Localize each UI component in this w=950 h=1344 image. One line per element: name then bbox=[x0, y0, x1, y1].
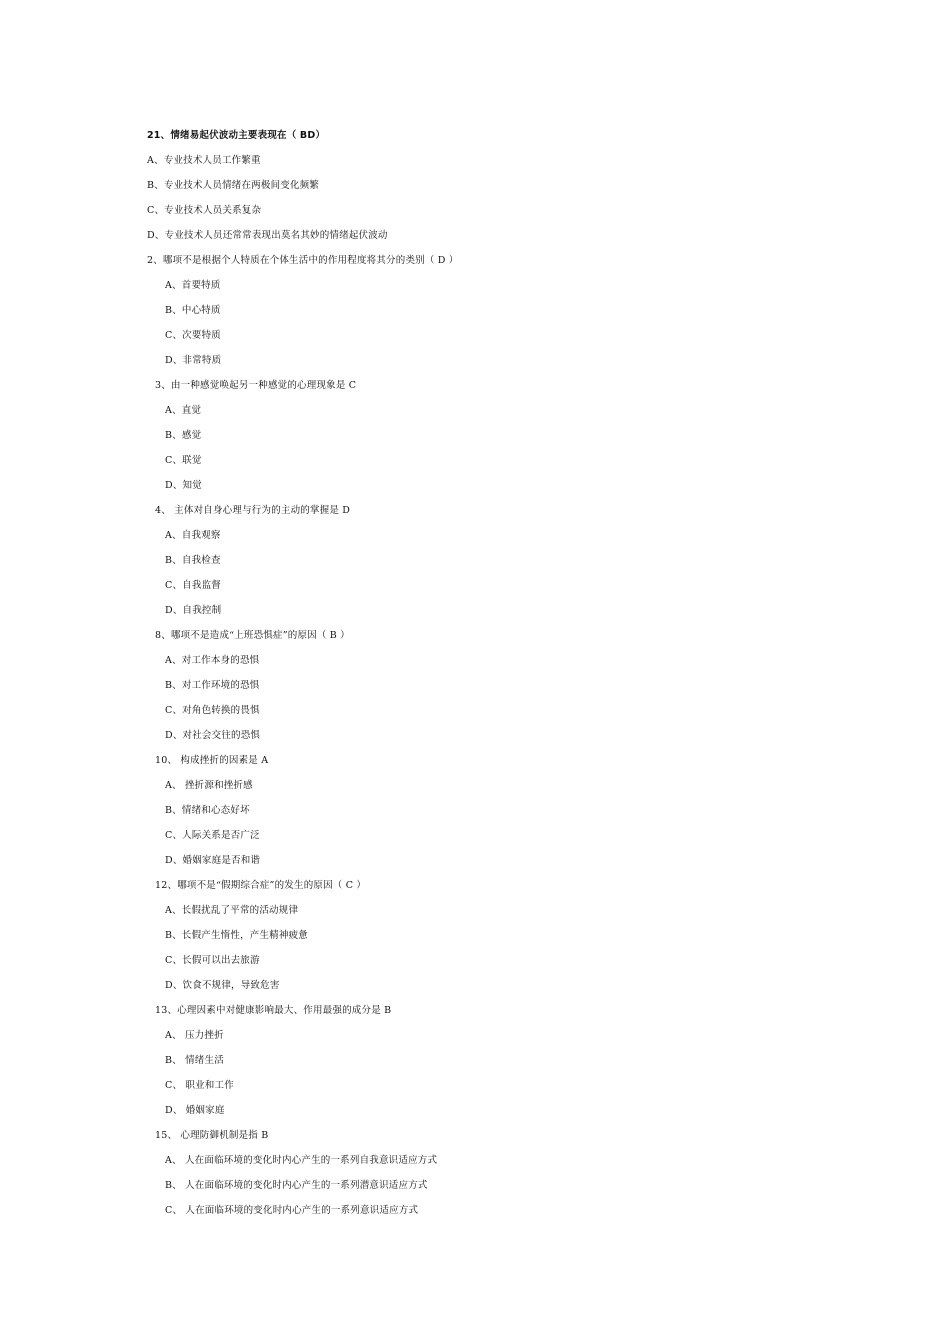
question-2: 2、哪项不是根据个人特质在个体生活中的作用程度将其分的类别（ D ） bbox=[147, 255, 459, 266]
q12-option-b: B、长假产生惰性，产生精神疲惫 bbox=[165, 930, 308, 941]
q13-option-c: C、 职业和工作 bbox=[165, 1080, 234, 1091]
question-13: 13、心理因素中对健康影响最大、作用最强的成分是 B bbox=[155, 1005, 392, 1016]
q21-option-a: A、专业技术人员工作繁重 bbox=[147, 155, 261, 166]
q4-option-d: D、自我控制 bbox=[165, 605, 222, 616]
q10-option-d: D、婚姻家庭是否和谐 bbox=[165, 855, 261, 866]
question-4: 4、 主体对自身心理与行为的主动的掌握是 D bbox=[155, 505, 351, 516]
q4-option-a: A、自我观察 bbox=[165, 530, 221, 541]
q3-option-d: D、知觉 bbox=[165, 480, 202, 491]
q21-option-d: D、专业技术人员还常常表现出莫名其妙的情绪起伏波动 bbox=[147, 230, 388, 241]
question-21: 21、情绪易起伏波动主要表现在（ BD） bbox=[147, 130, 326, 141]
q3-option-b: B、感觉 bbox=[165, 430, 202, 441]
q15-option-b: B、 人在面临环境的变化时内心产生的一系列潜意识适应方式 bbox=[165, 1180, 428, 1191]
q10-option-a: A、 挫折源和挫折感 bbox=[165, 780, 253, 791]
q10-option-c: C、人际关系是否广泛 bbox=[165, 830, 260, 841]
question-3: 3、由一种感觉唤起另一种感觉的心理现象是 C bbox=[155, 380, 357, 391]
q13-option-b: B、 情绪生活 bbox=[165, 1055, 224, 1066]
q8-option-b: B、对工作环境的恐惧 bbox=[165, 680, 260, 691]
q8-option-d: D、对社会交往的恐惧 bbox=[165, 730, 261, 741]
q2-option-c: C、次要特质 bbox=[165, 330, 221, 341]
q12-option-c: C、长假可以出去旅游 bbox=[165, 955, 260, 966]
question-10: 10、 构成挫折的因素是 A bbox=[155, 755, 269, 766]
q15-option-a: A、 人在面临环境的变化时内心产生的一系列自我意识适应方式 bbox=[165, 1155, 438, 1166]
q10-option-b: B、情绪和心态好坏 bbox=[165, 805, 250, 816]
q12-option-d: D、饮食不规律，导致危害 bbox=[165, 980, 280, 991]
question-15: 15、 心理防御机制是指 B bbox=[155, 1130, 269, 1141]
q2-option-a: A、首要特质 bbox=[165, 280, 221, 291]
q8-option-c: C、对角色转换的畏惧 bbox=[165, 705, 260, 716]
q4-option-c: C、自我监督 bbox=[165, 580, 221, 591]
q2-option-b: B、中心特质 bbox=[165, 305, 221, 316]
question-8: 8、哪项不是造成“上班恐惧症”的原因（ B ） bbox=[155, 630, 350, 641]
q2-option-d: D、非常特质 bbox=[165, 355, 222, 366]
q13-option-d: D、 婚姻家庭 bbox=[165, 1105, 225, 1116]
question-12: 12、哪项不是“假期综合症”的发生的原因（ C ） bbox=[155, 880, 367, 891]
q12-option-a: A、长假扰乱了平常的活动规律 bbox=[165, 905, 299, 916]
q3-option-c: C、联觉 bbox=[165, 455, 202, 466]
q21-option-c: C、专业技术人员关系复杂 bbox=[147, 205, 262, 216]
q13-option-a: A、 压力挫折 bbox=[165, 1030, 224, 1041]
q15-option-c: C、 人在面临环境的变化时内心产生的一系列意识适应方式 bbox=[165, 1205, 419, 1216]
q4-option-b: B、自我检查 bbox=[165, 555, 221, 566]
q21-option-b: B、专业技术人员情绪在两极间变化频繁 bbox=[147, 180, 320, 191]
q8-option-a: A、对工作本身的恐惧 bbox=[165, 655, 260, 666]
q3-option-a: A、直觉 bbox=[165, 405, 202, 416]
